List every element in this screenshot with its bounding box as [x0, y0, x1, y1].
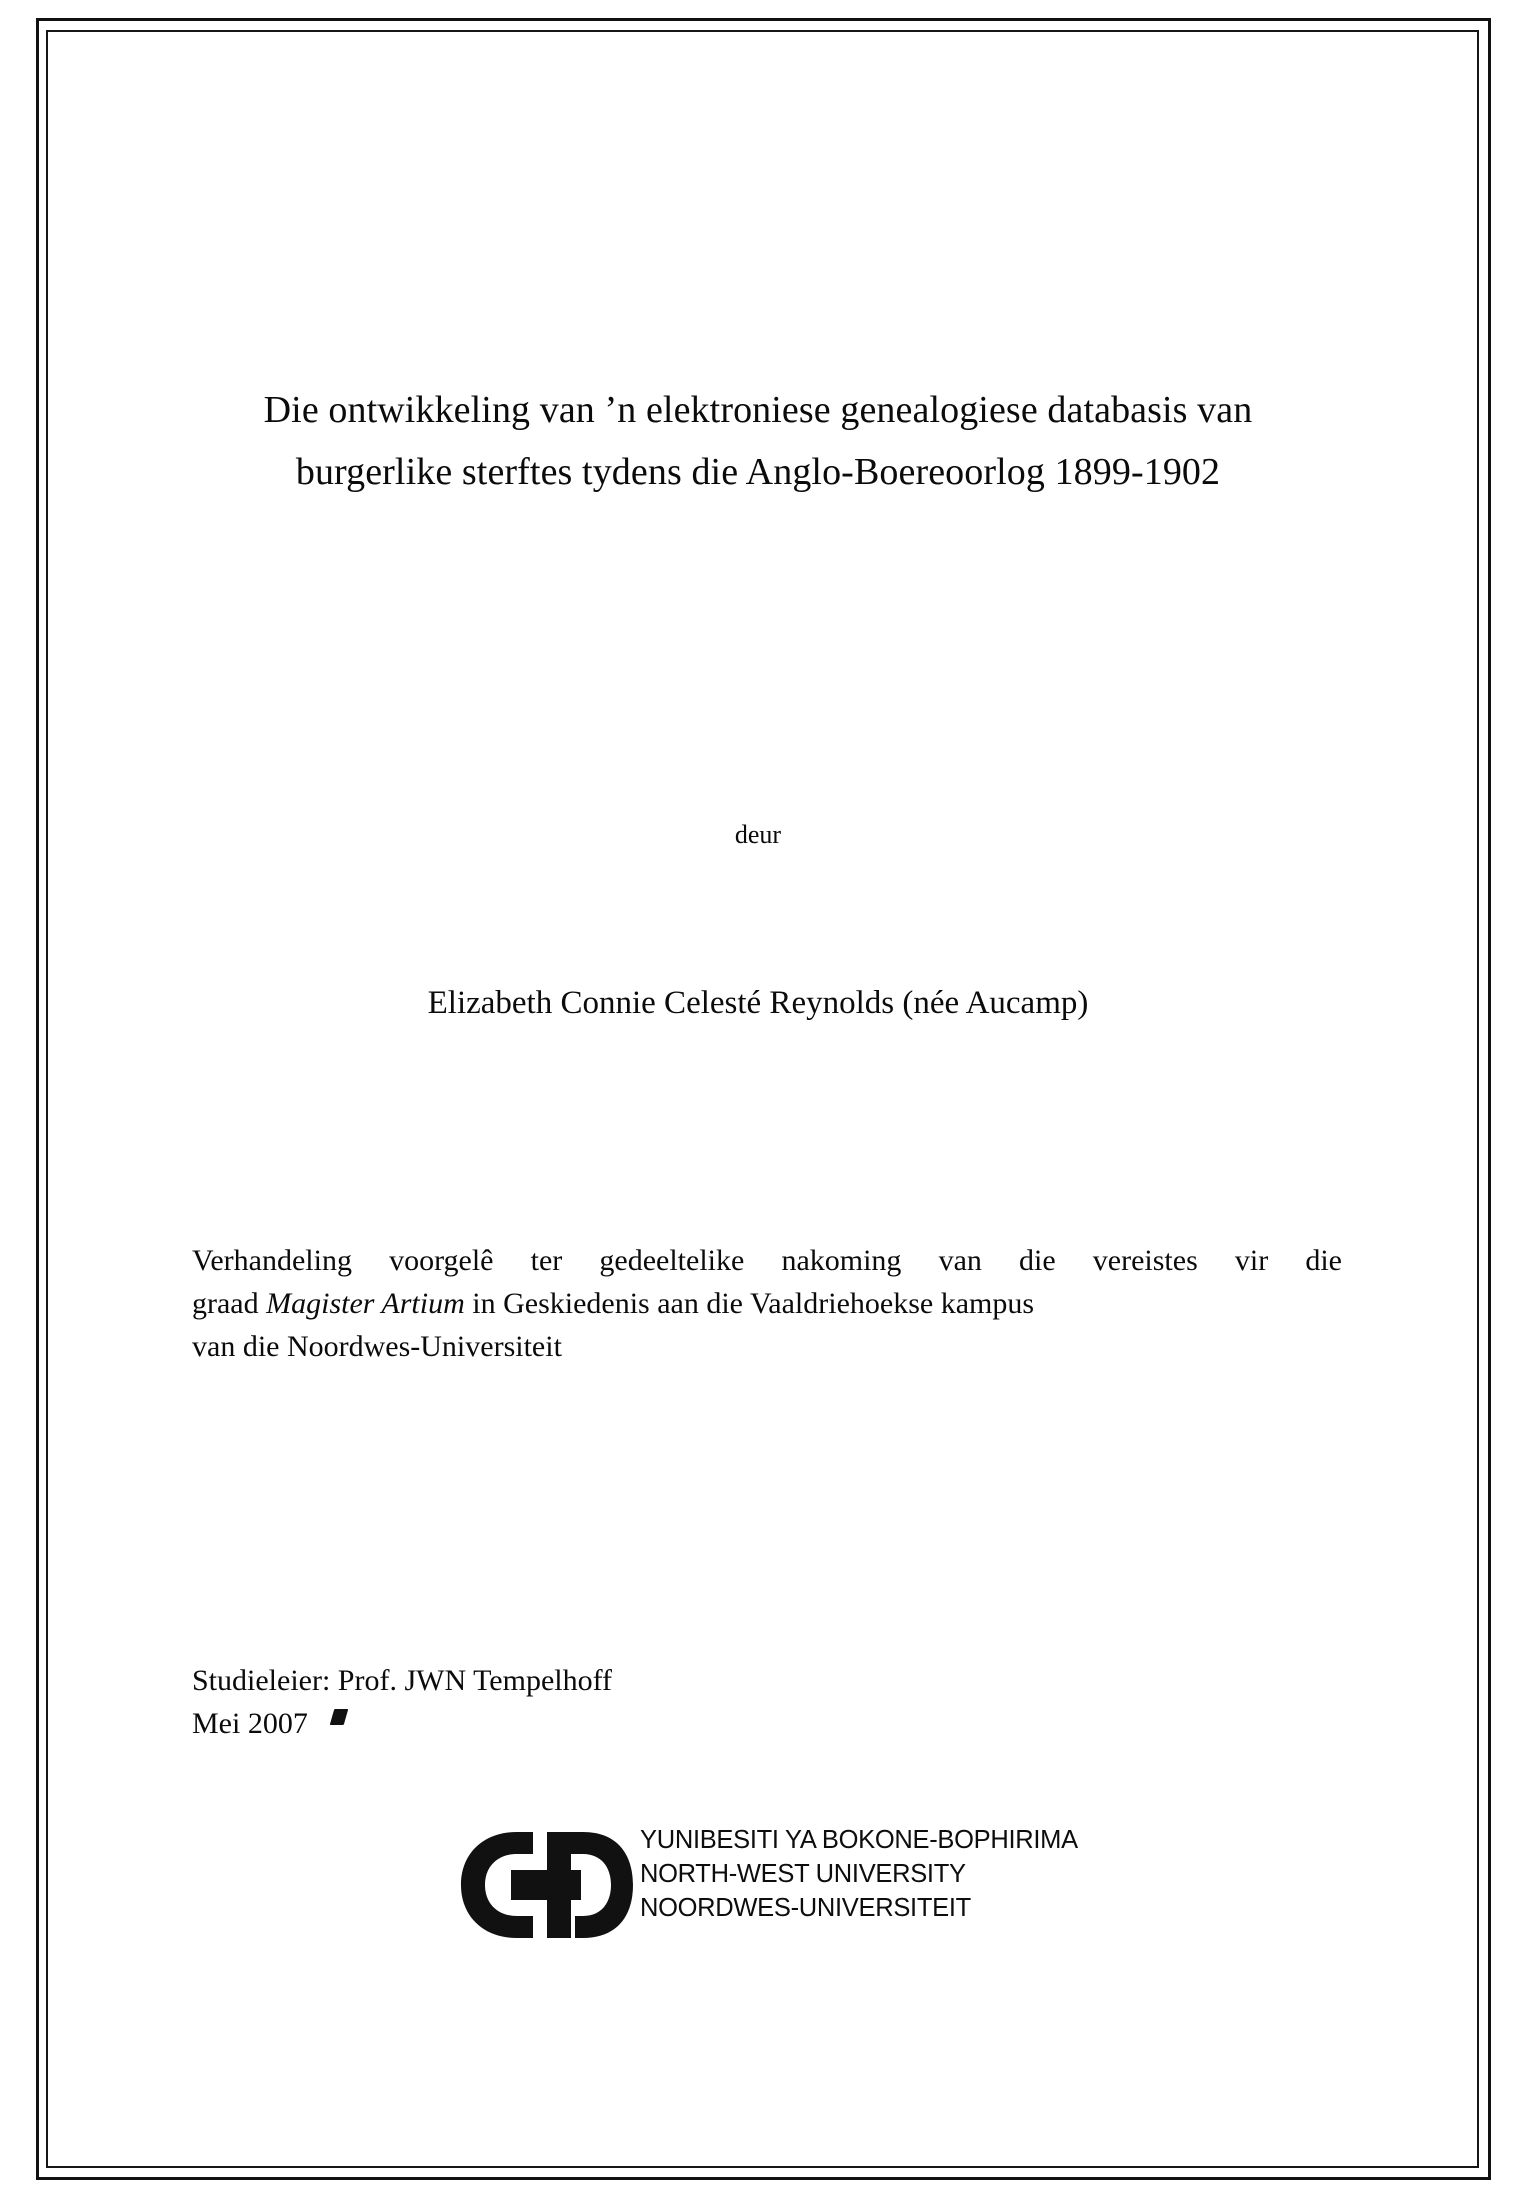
logo-line-1: YUNIBESITI YA BOKONE-BOPHIRIMA [640, 1826, 1078, 1854]
statement-line-3: van die Noordwes-Universiteit [192, 1329, 562, 1363]
supervisor-line: Studieleier: Prof. JWN Tempelhoff [192, 1664, 613, 1697]
author-name: Elizabeth Connie Celesté Reynolds (née Aucamp) [427, 985, 1089, 1021]
supervisor-block [192, 1660, 1092, 1745]
title-line-1: Die ontwikkeling van ’n elektroniese genealogiese databasis van [263, 389, 1253, 431]
degree-name: Magister Artium [266, 1286, 465, 1320]
statement-line-1: Verhandeling voorgelê ter gedeeltelike nakoming van die vereistes vir die [192, 1244, 1342, 1277]
logo-line-2: NORTH-WEST UNIVERSITY [640, 1859, 966, 1888]
document-title [178, 380, 1338, 503]
statement-line-2-post: in Geskiedenis aan die Vaaldriehoekse kampus [464, 1286, 1035, 1320]
logo-line-3: NOORDWES-UNIVERSITEIT [640, 1893, 971, 1922]
degree-statement [192, 1240, 1347, 1369]
nwu-logo-icon [455, 1826, 635, 1944]
by-word: deur [734, 820, 782, 849]
title-line-2: burgerlike sterftes tydens die Anglo-Boereoorlog 1899-1902 [295, 450, 1221, 493]
date-text: Mei 2007 [192, 1706, 308, 1740]
statement-line-2 [192, 1283, 1347, 1326]
date-line [192, 1703, 1092, 1746]
logo-wordmark [640, 1824, 1078, 1926]
page-content [150, 30, 1360, 2150]
university-logo [455, 1820, 1215, 1950]
statement-line-2-pre: graad [192, 1286, 267, 1320]
